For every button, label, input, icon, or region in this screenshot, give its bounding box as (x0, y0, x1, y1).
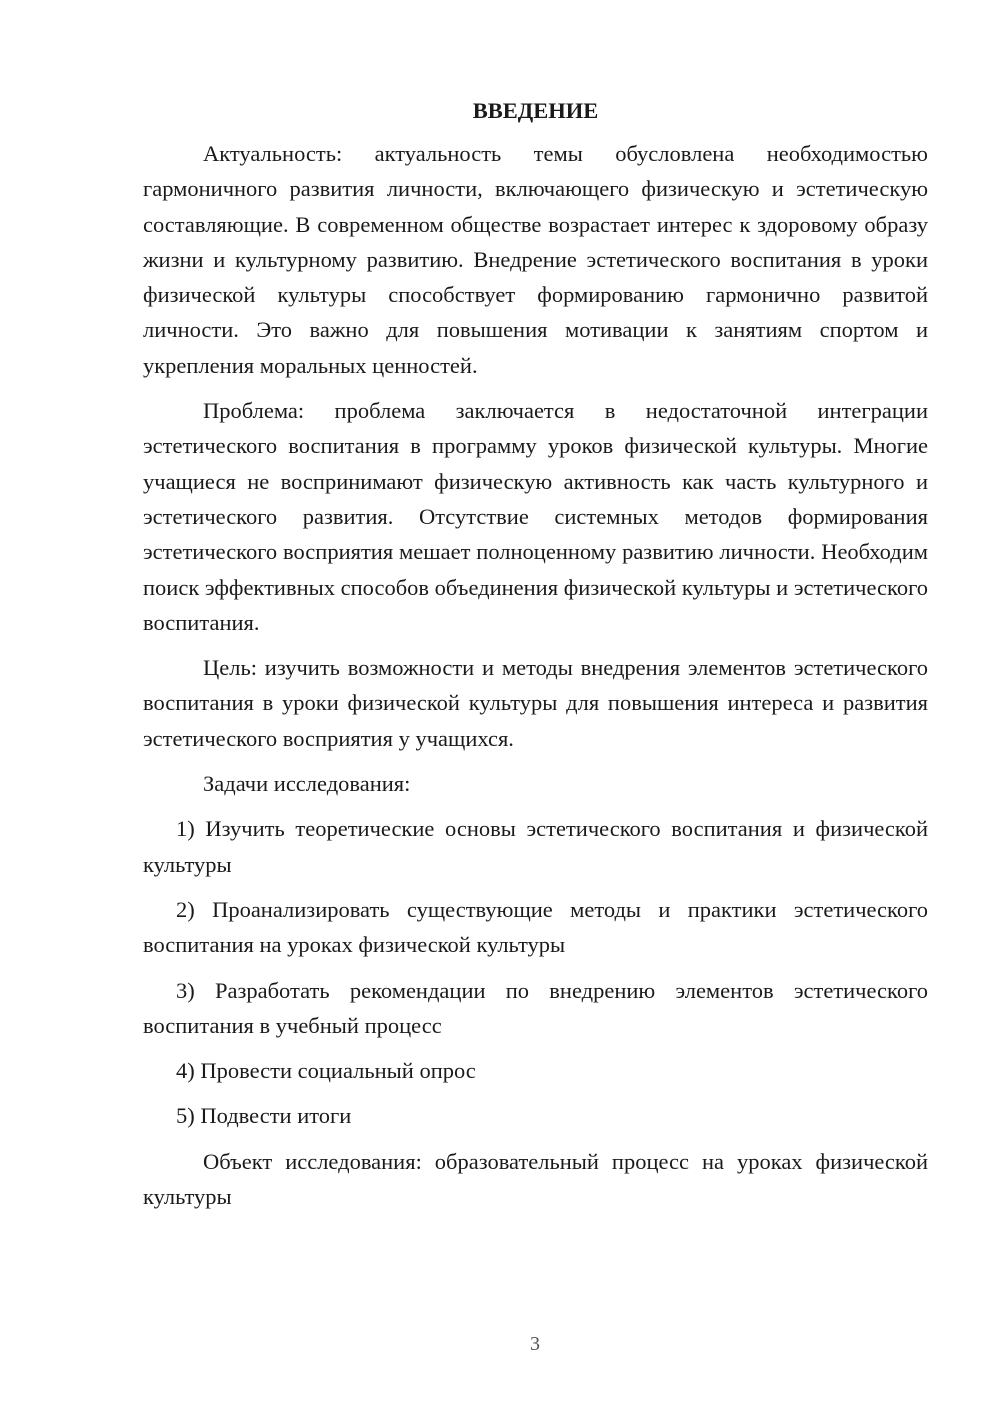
page-number: 3 (530, 1333, 540, 1355)
task-item-4: 4) Провести социальный опрос (176, 1058, 476, 1084)
section-title: ВВЕДЕНИЕ (472, 98, 599, 123)
task-item-5: 5) Подвести итоги (176, 1103, 352, 1129)
task-item-1: 1) Изучить теоретические основы эстетического воспитания и физической культуры (143, 816, 928, 877)
document-page (143, 93, 928, 1224)
paragraph-relevance: Актуальность: актуальность темы обусловлена необходимостью гармоничного развития личности, включающего физическую и эстетическую составляющие. В современном обществе возрастает интерес к здоровому образу жизни и культурному развитию. Внедрение эстетического воспитания в уроки физической культуры способствует формированию гармонично развитой личности. Это важно для повышения мотивации к занятиям спортом и укрепления моральных ценностей. (143, 141, 928, 378)
paragraph-problem: Проблема: проблема заключается в недостаточной интеграции эстетического воспитания в программу уроков физической культуры. Многие учащиеся не воспринимают физическую активность как часть культурного и эстетического развития. Отсутствие системных методов формирования эстетического восприятия мешает полноценному развитию личности. Необходим поиск эффективных способов объединения физической культуры и эстетического воспитания. (143, 398, 928, 635)
task-item-3: 3) Разработать рекомендации по внедрению элементов эстетического воспитания в учебный процесс (143, 977, 928, 1038)
paragraph-object: Объект исследования: образовательный процесс на уроках физической культуры (143, 1148, 928, 1210)
tasks-heading: Задачи исследования: (203, 771, 411, 797)
paragraph-goal: Цель: изучить возможности и методы внедрения элементов эстетического воспитания в уроки физической культуры для повышения интереса и развития эстетического восприятия у учащихся. (143, 655, 928, 751)
task-item-2: 2) Проанализировать существующие методы и практики эстетического воспитания на уроках физической культуры (143, 896, 928, 958)
